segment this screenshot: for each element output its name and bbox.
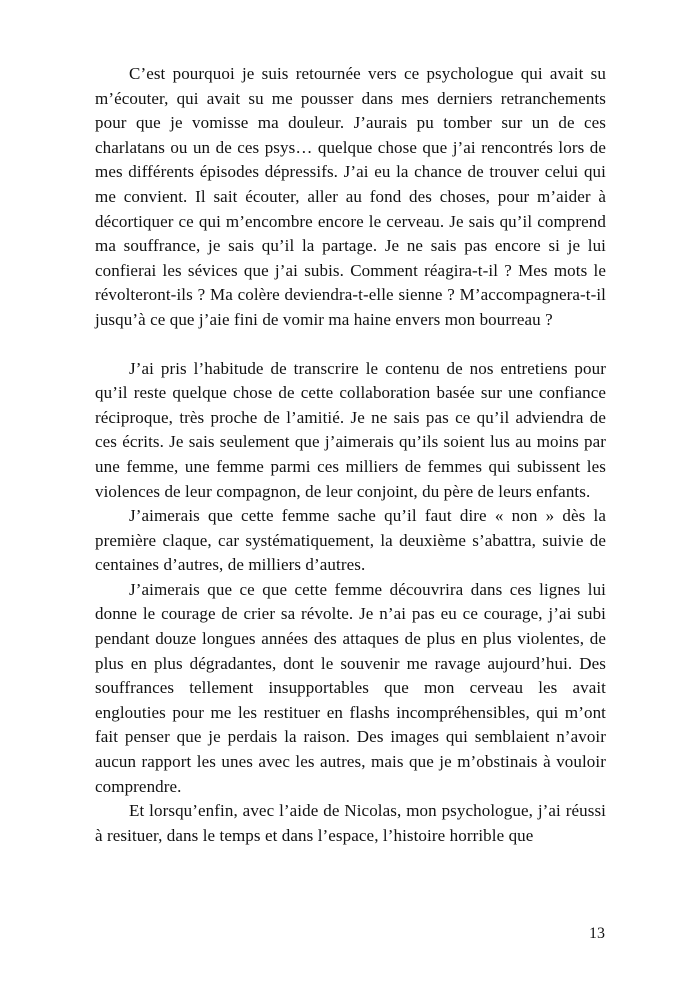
page-text: [95, 62, 606, 848]
paragraph-2: J’ai pris l’habitude de transcrire le contenu de nos entretiens pour qu’il reste quelque chose de cette collaboration basée sur une confiance réciproque, très proche de l’amitié. Je ne sais pas ce qu’il adviendra de ces écrits. Je sais seulement que j’aimerais qu’ils soient lus au moins par une femme, une femme parmi ces milliers de femmes qui subissent les violences de leur compagnon, de leur conjoint, du père de leurs enfants.: [95, 358, 606, 501]
paragraph-5: Et lorsqu’enfin, avec l’aide de Nicolas, mon psychologue, j’ai réussi à resituer, dans le temps et dans l’espace, l’histoire horrible que: [95, 801, 606, 845]
paragraph-3: J’aimerais que cette femme sache qu’il faut dire « non » dès la première claque, car systématiquement, la deuxième s’abattra, suivie de centaines d’autres, de milliers d’autres.: [95, 506, 606, 575]
paragraph-1: C’est pourquoi je suis retournée vers ce psychologue qui avait su m’écouter, qui avait su me pousser dans mes derniers retranchements pour que je vomisse ma douleur. J’aurais pu tomber sur un de ces charlatans ou un de ces psys… quelque chose que j’ai rencontrés lors de mes différents épisodes dépressifs. J’ai eu la chance de trouver celui qui me convient. Il sait écouter, aller au fond des choses, pour m’aider à décortiquer ce qui m’encombre encore le cerveau. Je sais qu’il comprend ma souffrance, je sais qu’il la partage. Je ne sais pas encore si je lui confierai les sévices que j’ai subis. Comment réagira-t-il ? Mes mots le révolteront-ils ? Ma colère deviendra-t-elle sienne ? M’accompagnera-t-il jusqu’à ce que j’aie fini de vomir ma haine envers mon bourreau ?: [95, 64, 606, 329]
paragraph-4: J’aimerais que ce que cette femme découvrira dans ces lignes lui donne le courage de crier sa révolte. Je n’ai pas eu ce courage, j’ai subi pendant douze longues années des attaques de plus en plus violentes, de plus en plus dégradantes, dont le souvenir me ravage aujourd’hui. Des souffrances tellement insupportables que mon cerveau les avait englouties pour me les restituer en flashs incompréhensibles, qui m’ont fait penser que je perdais la raison. Des images qui semblaient n’avoir aucun rapport les unes avec les autres, mais que je m’obstinais à vouloir comprendre.: [95, 579, 606, 796]
page-number: 13: [589, 925, 605, 942]
